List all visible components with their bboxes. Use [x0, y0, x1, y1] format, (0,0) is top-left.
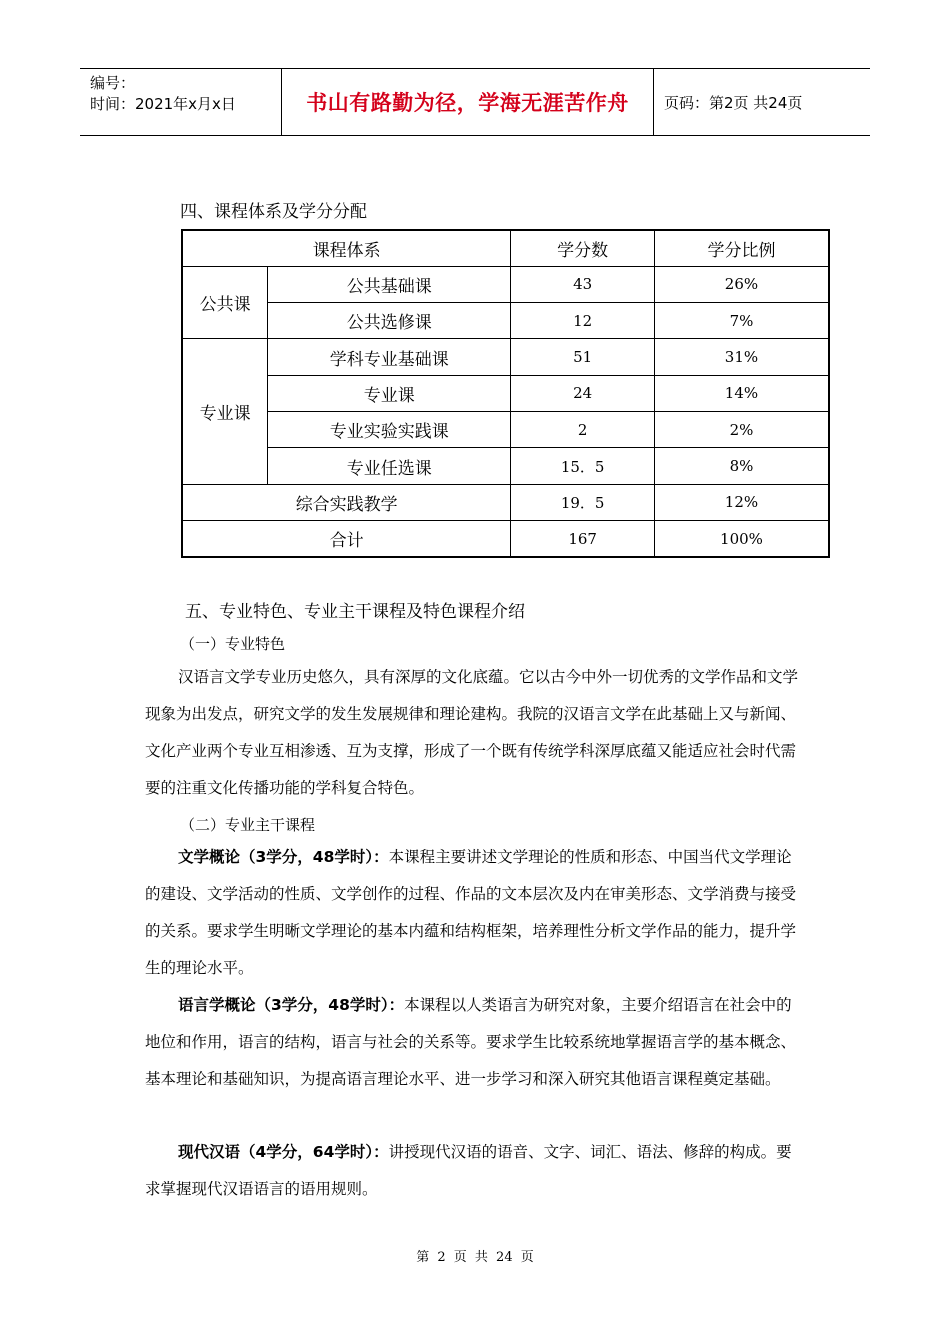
header-page-info: 页码：第2页 共24页	[664, 93, 803, 112]
course-title: 现代汉语（4学分，64学时）：	[178, 1143, 389, 1161]
column-header: 课程体系	[182, 230, 511, 266]
table-header-row	[182, 230, 829, 266]
row-credits: 24	[511, 375, 655, 411]
group-label-public: 公共课	[182, 266, 268, 339]
column-header: 学分数	[511, 230, 655, 266]
group-label-major: 专业课	[182, 339, 268, 484]
row-credits: 43	[511, 266, 655, 302]
subsection-feature-title: （一）专业特色	[180, 635, 286, 653]
row-name: 专业实验实践课	[268, 412, 511, 448]
row-ratio: 26%	[654, 266, 829, 302]
row-ratio: 14%	[654, 375, 829, 411]
time-label: 时间：2021年x月x日	[90, 95, 236, 113]
row-name: 公共基础课	[268, 266, 511, 302]
row-credits: 19．5	[511, 484, 655, 520]
row-name: 学科专业基础课	[268, 339, 511, 375]
course-description: 本课程以人类语言为研究对象，主要介绍语言在社会中的地位和作用，语言的结构，语言与社会的关系等。要求学生比较系统地掌握语言学的基本概念、基本理论和基础知识，为提高语言理论水平、进一步学习和深入研究其他语言课程奠定基础。	[145, 996, 797, 1088]
number-label: 编号：	[90, 74, 136, 92]
subsection-courses-title: （二）专业主干课程	[180, 816, 316, 834]
course-description: 本课程主要讲述文学理论的性质和形态、中国当代文学理论的建设、文学活动的性质、文学创作的过程、作品的文本层次及内在审美形态、文学消费与接受的关系。要求学生明晰文学理论的基本内蕴和结构框架，培养理性分析文学作品的能力，提升学生的理论水平。	[145, 848, 797, 977]
header-meta	[80, 69, 282, 135]
table-row	[182, 303, 829, 339]
page-header	[80, 68, 870, 136]
course-title: 文学概论（3学分，48学时）：	[178, 848, 389, 866]
row-ratio: 2%	[654, 412, 829, 448]
table-row	[182, 412, 829, 448]
row-credits: 51	[511, 339, 655, 375]
section4-title: 四、课程体系及学分分配	[180, 202, 367, 222]
course-paragraph-literature	[145, 839, 806, 987]
row-ratio: 8%	[654, 448, 829, 484]
row-ratio: 31%	[654, 339, 829, 375]
table-row	[182, 484, 829, 520]
row-credits: 15．5	[511, 448, 655, 484]
section5-title: 五、专业特色、专业主干课程及特色课程介绍	[185, 602, 525, 622]
table-row	[182, 266, 829, 302]
row-ratio: 7%	[654, 303, 829, 339]
row-credits: 2	[511, 412, 655, 448]
table-row	[182, 448, 829, 484]
table-total-row	[182, 521, 829, 557]
row-name: 合计	[182, 521, 511, 557]
table-row	[182, 339, 829, 375]
row-credits: 167	[511, 521, 655, 557]
credit-table	[181, 229, 830, 558]
row-name: 公共选修课	[268, 303, 511, 339]
course-description: 讲授现代汉语的语音、文字、词汇、语法、修辞的构成。要求掌握现代汉语语言的语用规则。	[145, 1143, 792, 1198]
table-row	[182, 375, 829, 411]
row-credits: 12	[511, 303, 655, 339]
header-motto: 书山有路勤为径，学海无涯苦作舟	[282, 69, 654, 135]
course-title: 语言学概论（3学分，48学时）：	[178, 996, 405, 1014]
row-ratio: 12%	[654, 484, 829, 520]
row-name: 专业课	[268, 375, 511, 411]
row-name: 专业任选课	[268, 448, 511, 484]
column-header: 学分比例	[654, 230, 829, 266]
row-ratio: 100%	[654, 521, 829, 557]
course-paragraph-modern-chinese	[145, 1134, 806, 1208]
feature-paragraph	[145, 659, 806, 807]
course-paragraph-linguistics	[145, 987, 806, 1098]
page-footer: 第 2 页 共 24 页	[416, 1250, 534, 1265]
row-name: 综合实践教学	[182, 484, 511, 520]
feature-text: 汉语言文学专业历史悠久，具有深厚的文化底蕴。它以古今中外一切优秀的文学作品和文学现象为出发点，研究文学的发生发展规律和理论建构。我院的汉语言文学在此基础上又与新闻、文化产业两个专业互相渗透、互为支撑，形成了一个既有传统学科深厚底蕴又能适应社会时代需要的注重文化传播功能的学科复合特色。	[145, 668, 799, 797]
